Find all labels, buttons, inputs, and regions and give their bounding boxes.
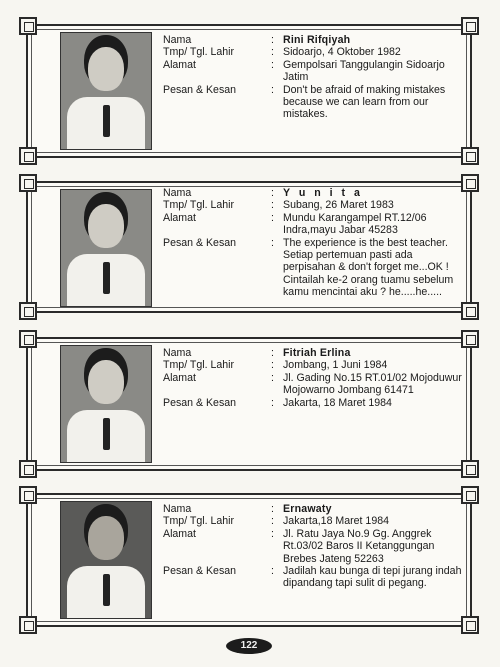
label-pesan: Pesan & Kesan [163, 396, 237, 409]
label-nama: Nama [163, 34, 192, 46]
corner-ornament [461, 17, 479, 35]
message-value: Jadilah kau bunga di tepi jurang indah dipandang tapi sulit di pegang. [283, 565, 462, 590]
corner-ornament [461, 330, 479, 348]
birth-value: Subang, 26 Maret 1983 [283, 199, 394, 212]
address-value: Gempolsari Tanggulangin Sidoarjo Jatim [283, 58, 445, 84]
colon: : [271, 211, 274, 224]
profile-photo [60, 189, 152, 307]
label-nama: Nama [163, 347, 192, 359]
colon: : [271, 58, 274, 71]
message-value: Don't be afraid of making mistakes because we can learn from our mistakes. [283, 83, 446, 121]
profile-fields [163, 347, 463, 409]
birth-value: Sidoarjo, 4 Oktober 1982 [283, 46, 401, 59]
profile-card-3 [26, 337, 472, 471]
label-ttl: Tmp/ Tgl. Lahir [163, 199, 235, 212]
corner-ornament [461, 174, 479, 192]
corner-ornament [19, 302, 37, 320]
profile-photo [60, 501, 152, 619]
colon: : [271, 515, 274, 528]
profile-card-4 [26, 493, 472, 627]
label-pesan: Pesan & Kesan [163, 565, 237, 578]
label-nama: Nama [163, 187, 192, 199]
profile-photo [60, 345, 152, 463]
profile-fields [163, 187, 463, 299]
colon: : [271, 347, 274, 359]
colon: : [271, 236, 274, 249]
label-pesan: Pesan & Kesan [163, 236, 237, 249]
page-number: 122 [226, 638, 272, 654]
corner-ornament [461, 616, 479, 634]
corner-ornament [19, 460, 37, 478]
label-ttl: Tmp/ Tgl. Lahir [163, 359, 235, 372]
label-alamat: Alamat [163, 58, 196, 71]
profile-photo [60, 32, 152, 150]
label-alamat: Alamat [163, 211, 196, 224]
birth-value: Jombang, 1 Juni 1984 [283, 359, 388, 372]
message-value: Jakarta, 18 Maret 1984 [283, 396, 392, 409]
label-nama: Nama [163, 503, 192, 515]
corner-ornament [461, 302, 479, 320]
colon: : [271, 83, 274, 96]
profile-card-1 [26, 24, 472, 158]
colon: : [271, 503, 274, 515]
name-value: Rini Rifqiyah [283, 34, 351, 46]
label-pesan: Pesan & Kesan [163, 83, 237, 96]
colon: : [271, 34, 274, 46]
address-value: Mundu Karangampel RT.12/06 Indra,mayu Jabar 45283 [283, 211, 427, 237]
label-ttl: Tmp/ Tgl. Lahir [163, 46, 235, 59]
corner-ornament [19, 330, 37, 348]
colon: : [271, 199, 274, 212]
name-value: Fitriah Erlina [283, 347, 351, 359]
colon: : [271, 565, 274, 578]
colon: : [271, 187, 274, 199]
birth-value: Jakarta,18 Maret 1984 [283, 515, 389, 528]
corner-ornament [19, 147, 37, 165]
profile-fields [163, 503, 463, 590]
corner-ornament [19, 17, 37, 35]
corner-ornament [19, 486, 37, 504]
colon: : [271, 396, 274, 409]
profile-fields [163, 34, 463, 121]
profile-card-2 [26, 181, 472, 313]
address-value: Jl. Ratu Jaya No.9 Gg. Anggrek Rt.03/02 Baros II Ketanggungan Brebes Jateng 52263 [283, 527, 435, 565]
label-ttl: Tmp/ Tgl. Lahir [163, 515, 235, 528]
name-value: Ernawaty [283, 503, 332, 515]
colon: : [271, 359, 274, 372]
label-alamat: Alamat [163, 371, 196, 384]
colon: : [271, 371, 274, 384]
label-alamat: Alamat [163, 527, 196, 540]
message-value: The experience is the best teacher. Setiap pertemuan pasti ada perpisahan & don't forget me...OK ! Cintailah ke-2 orang tuamu sebelum kamu mencintai aku ? he.....he..... [283, 236, 454, 299]
corner-ornament [461, 460, 479, 478]
corner-ornament [461, 486, 479, 504]
address-value: Jl. Gading No.15 RT.01/02 Mojoduwur Mojowarno Jombang 61471 [283, 371, 462, 397]
corner-ornament [461, 147, 479, 165]
colon: : [271, 46, 274, 59]
corner-ornament [19, 616, 37, 634]
corner-ornament [19, 174, 37, 192]
colon: : [271, 527, 274, 540]
name-value: Y u n i t a [283, 187, 363, 199]
